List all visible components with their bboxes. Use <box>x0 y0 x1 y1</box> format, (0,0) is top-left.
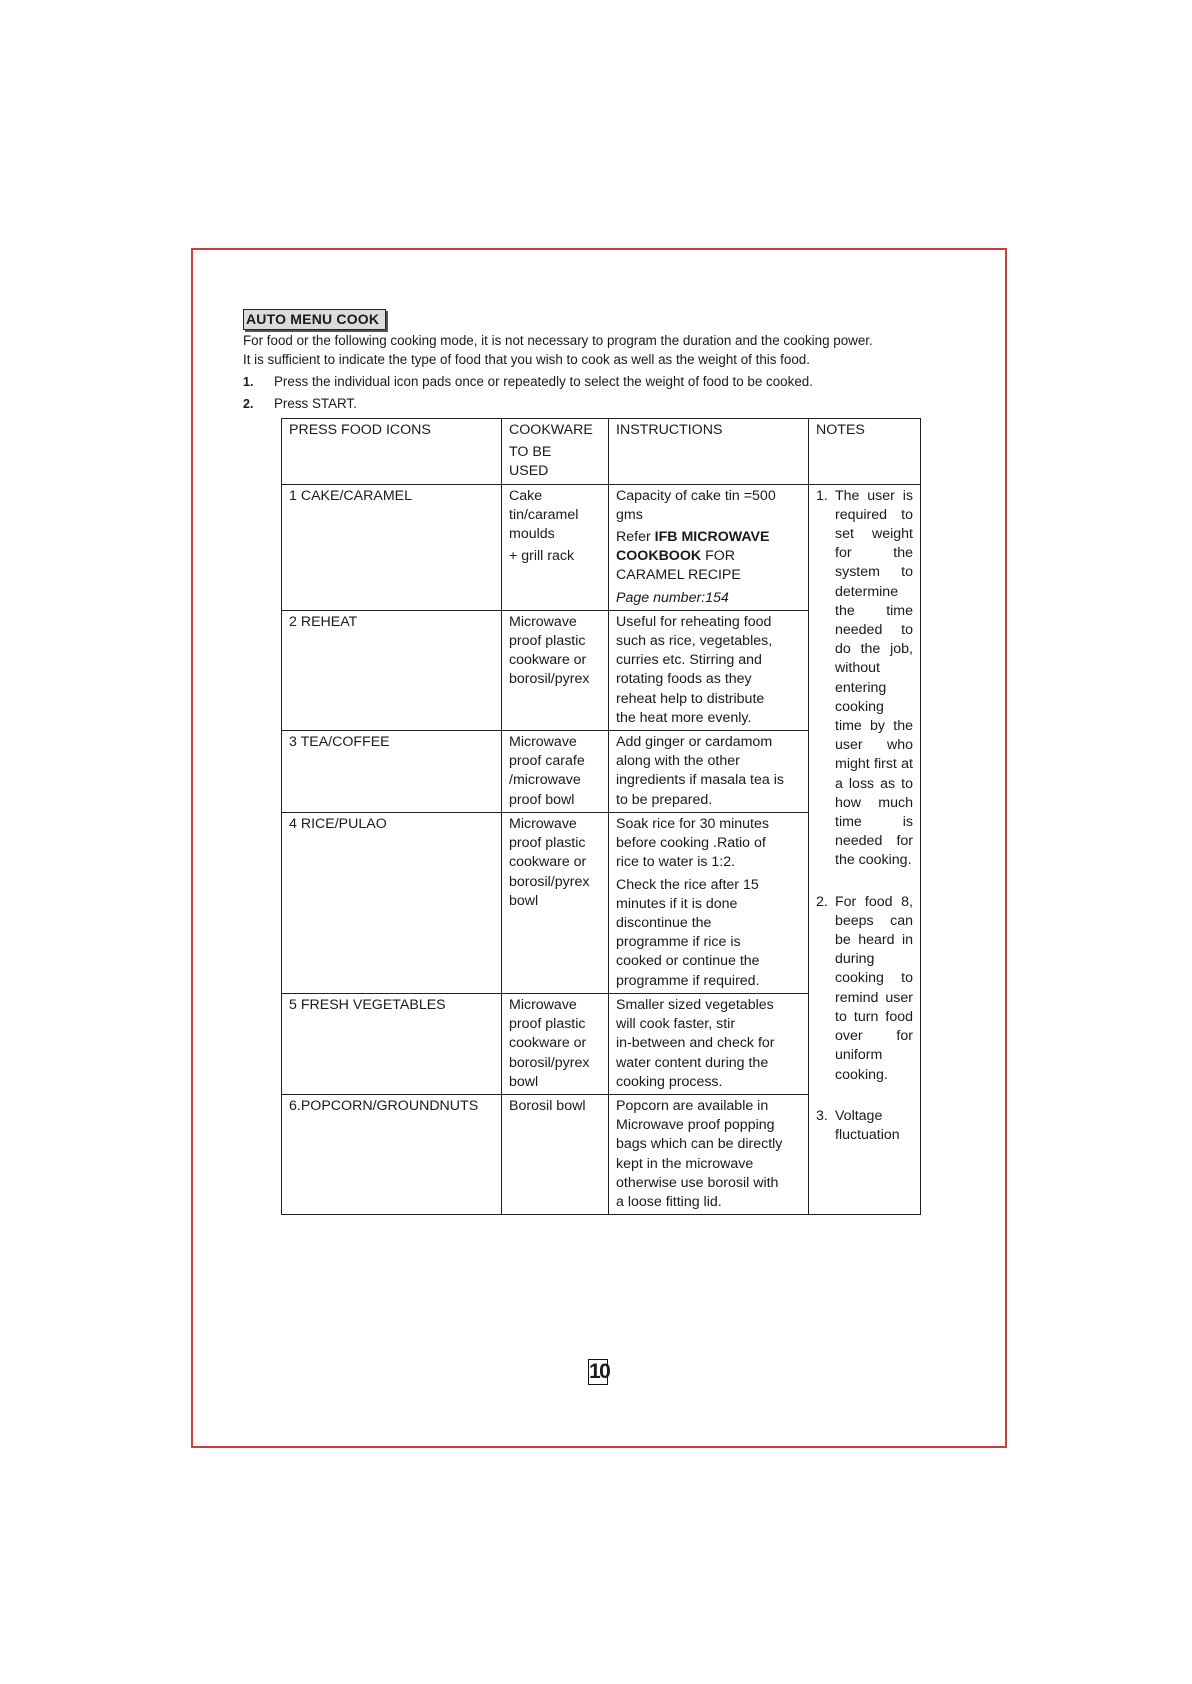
food-icon-cell: 1 CAKE/CARAMEL <box>282 484 502 610</box>
instruction-line: Microwave proof popping <box>616 1117 775 1134</box>
cookware-line: proof plastic <box>509 835 586 852</box>
food-icon-cell: 4 RICE/PULAO <box>282 813 502 994</box>
cookware-line: cookware or <box>509 854 587 871</box>
instruction-line: along with the other <box>616 753 740 770</box>
header-cookware-line: COOKWARE <box>509 422 593 438</box>
cookware-line: tin/caramel <box>509 506 579 523</box>
instruction-line: discontinue the <box>616 915 712 932</box>
cookware-line: proof plastic <box>509 1016 586 1033</box>
instruction-line: Capacity of cake tin =500 <box>616 487 776 504</box>
cookware-line: + grill rack <box>509 548 575 565</box>
note-number: 1. <box>816 487 828 504</box>
refer-text: Refer <box>616 529 651 546</box>
instruction-line: curries etc. Stirring and <box>616 652 762 669</box>
instruction-line: reheat help to distribute <box>616 690 765 707</box>
cookware-cell <box>502 994 609 1095</box>
instructions-cell <box>609 994 809 1095</box>
cookware-line: borosil/pyrex <box>509 1054 590 1071</box>
note-item <box>816 1107 913 1145</box>
cookware-line: moulds <box>509 526 555 543</box>
instruction-line: Popcorn are available in <box>616 1098 769 1115</box>
cookware-line: proof bowl <box>509 791 575 808</box>
header-cookware-line: TO BE <box>509 444 552 461</box>
instruction-line: kept in the microwave <box>616 1155 754 1172</box>
food-icon-cell: 6.POPCORN/GROUNDNUTS <box>282 1095 502 1215</box>
header-cookware-line: USED <box>509 463 549 480</box>
page-number: 10 <box>589 1360 610 1383</box>
instruction-line: otherwise use borosil with <box>616 1174 779 1191</box>
instruction-line: such as rice, vegetables, <box>616 633 773 650</box>
cookbook-text: COOKBOOK <box>616 548 702 565</box>
note-text: Voltage fluctuation <box>835 1107 900 1143</box>
instruction-line: water content during the <box>616 1054 769 1071</box>
cookware-cell <box>502 484 609 610</box>
cookware-line: borosil/pyrex <box>509 671 590 688</box>
header-cookware <box>502 419 609 485</box>
cookware-line: cookware or <box>509 652 587 669</box>
step-text: Press the individual icon pads once or repeatedly to select the weight of food to be cooked. <box>274 374 813 389</box>
instruction-line: will cook faster, stir <box>616 1016 736 1033</box>
table-row <box>282 484 921 610</box>
instructions-cell <box>609 610 809 730</box>
instruction-line <box>616 528 801 547</box>
brand-text: IFB MICROWAVE <box>654 529 770 546</box>
cookware-cell <box>502 1095 609 1215</box>
instruction-line: rotating foods as they <box>616 671 752 688</box>
instruction-line: CARAMEL RECIPE <box>616 567 741 584</box>
instruction-line <box>616 547 801 566</box>
instruction-line: to be prepared. <box>616 791 713 808</box>
instruction-line: cooking process. <box>616 1073 723 1090</box>
page-reference: Page number:154 <box>616 589 729 606</box>
step-number: 2. <box>243 397 254 411</box>
cookware-line: cookware or <box>509 1035 587 1052</box>
note-number: 3. <box>816 1107 828 1124</box>
instruction-line: before cooking .Ratio of <box>616 835 766 852</box>
note-item <box>816 893 913 1085</box>
section-heading: AUTO MENU COOK <box>243 309 386 330</box>
cookware-cell <box>502 813 609 994</box>
auto-menu-table <box>281 418 921 1215</box>
cookware-line: Microwave <box>509 816 577 833</box>
cookware-line: Cake <box>509 487 543 504</box>
instruction-line: bags which can be directly <box>616 1136 783 1153</box>
instruction-line: the heat more evenly. <box>616 709 752 726</box>
step-number: 1. <box>243 375 254 389</box>
cookware-line: proof carafe <box>509 753 585 770</box>
note-number: 2. <box>816 893 828 910</box>
intro-line-1: For food or the following cooking mode, it is not necessary to program the duration and the cooking power. <box>243 333 873 348</box>
food-icon-cell: 2 REHEAT <box>282 610 502 730</box>
instructions-cell <box>609 1095 809 1215</box>
instruction-line: minutes if it is done <box>616 895 738 912</box>
cookware-line: Borosil bowl <box>509 1098 586 1115</box>
step-text: Press START. <box>274 396 357 411</box>
instruction-line: in-between and check for <box>616 1035 775 1052</box>
header-row <box>282 419 921 485</box>
cookware-line: Microwave <box>509 734 577 751</box>
food-icon-cell: 3 TEA/COFFEE <box>282 731 502 813</box>
instruction-line: ingredients if masala tea is <box>616 772 784 789</box>
cookware-line: bowl <box>509 892 539 909</box>
instructions-cell <box>609 813 809 994</box>
cookware-line: proof plastic <box>509 633 586 650</box>
header-instructions: INSTRUCTIONS <box>609 419 809 485</box>
header-food-icons: PRESS FOOD ICONS <box>282 419 502 485</box>
for-text: FOR <box>705 548 736 565</box>
cookware-line: Microwave <box>509 997 577 1014</box>
instruction-line: a loose fitting lid. <box>616 1194 722 1211</box>
cookware-cell <box>502 731 609 813</box>
cookware-line: borosil/pyrex <box>509 873 590 890</box>
food-icon-cell: 5 FRESH VEGETABLES <box>282 994 502 1095</box>
instruction-line: rice to water is 1:2. <box>616 854 736 871</box>
instructions-cell <box>609 731 809 813</box>
header-notes: NOTES <box>809 419 921 485</box>
instruction-line: programme if rice is <box>616 934 741 951</box>
cookware-line: /microwave <box>509 772 581 789</box>
instruction-line: Useful for reheating food <box>616 613 772 630</box>
instruction-line: programme if required. <box>616 972 760 989</box>
note-text: For food 8, beeps can be heard in during cooking to remind user to turn food over for uniform cooking. <box>835 893 913 1083</box>
instruction-line: cooked or continue the <box>616 953 760 970</box>
instructions-cell <box>609 484 809 610</box>
step-2 <box>243 394 357 414</box>
intro-line-2: It is sufficient to indicate the type of food that you wish to cook as well as the weight of this food. <box>243 352 810 367</box>
instruction-line: Smaller sized vegetables <box>616 997 774 1014</box>
cookware-cell <box>502 610 609 730</box>
instruction-line: Soak rice for 30 minutes <box>616 816 769 833</box>
instruction-line: Add ginger or cardamom <box>616 734 773 751</box>
notes-cell <box>809 484 921 1215</box>
instruction-line: Check the rice after 15 <box>616 876 759 893</box>
note-text: The user is required to set weight for the system to determine the time needed to do the job, without entering cooking time by the user who might first at a loss as to how much time is needed for the cooking. <box>835 487 913 869</box>
step-1 <box>243 372 813 392</box>
note-item <box>816 487 913 871</box>
instruction-line: gms <box>616 506 643 523</box>
cookware-line: Microwave <box>509 613 577 630</box>
cookware-line: bowl <box>509 1073 539 1090</box>
